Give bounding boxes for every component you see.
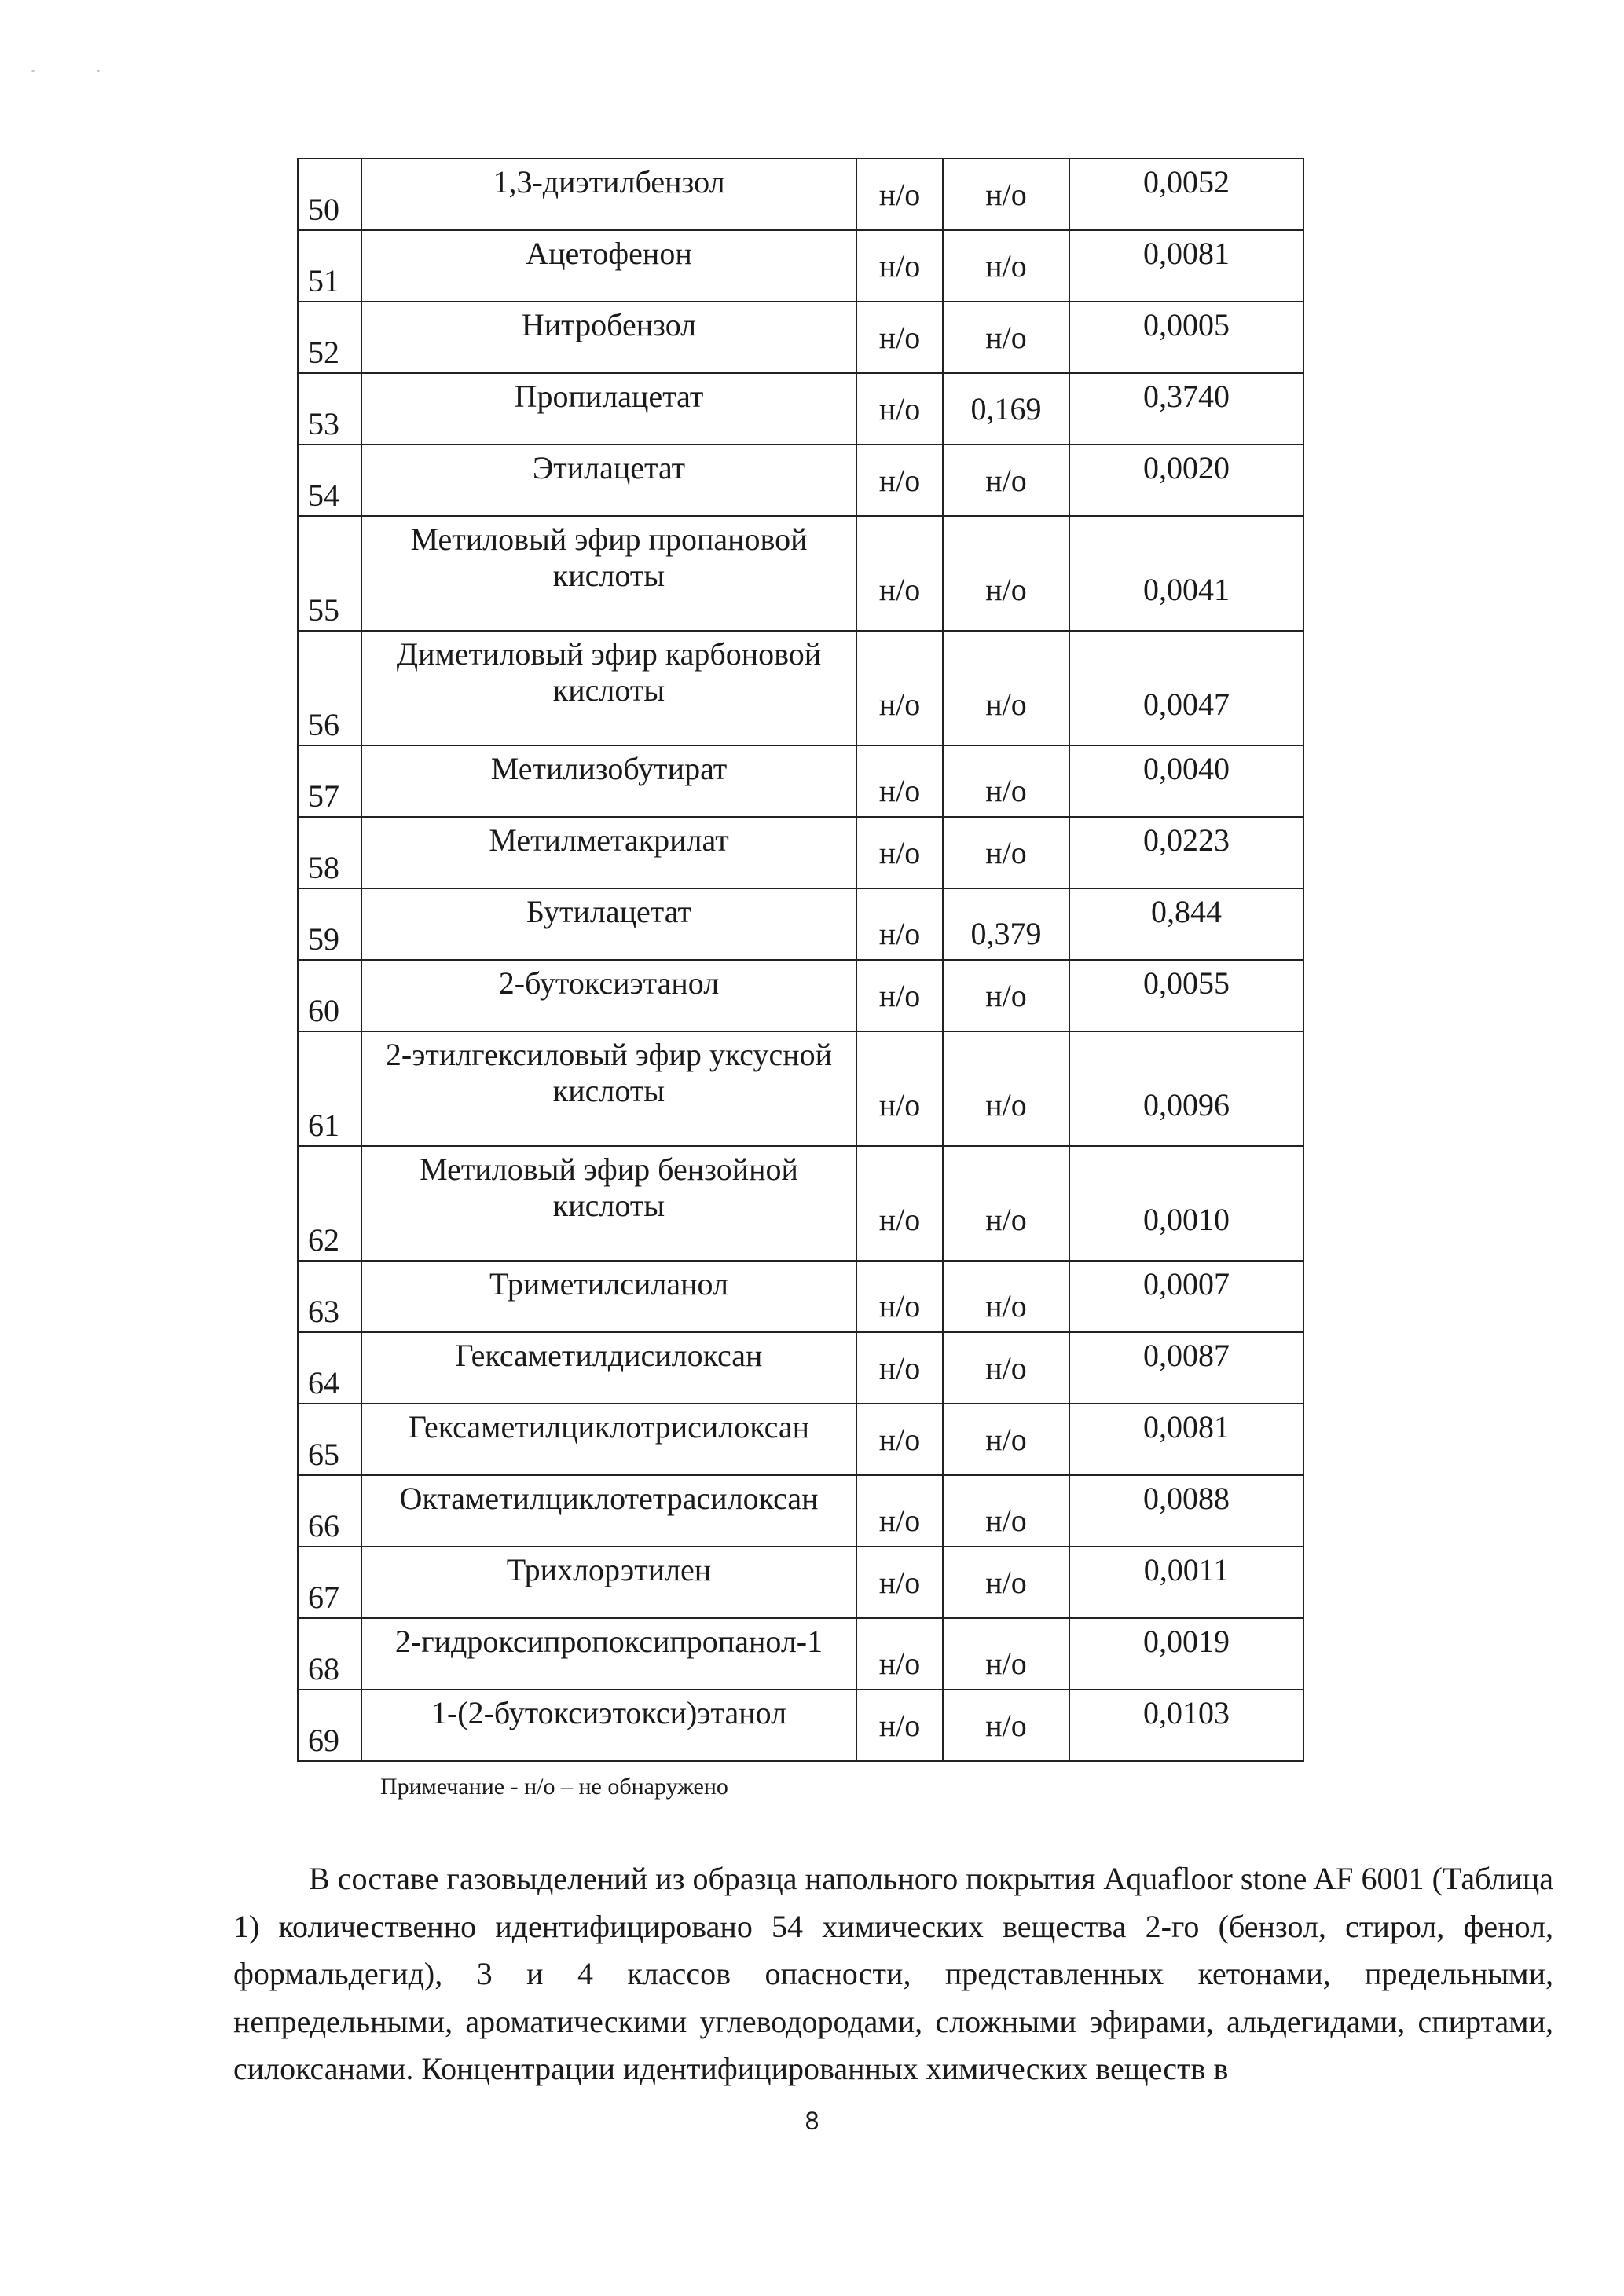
substance-name-cell	[361, 1475, 856, 1547]
row-number: 68	[308, 1651, 339, 1686]
concentration-col-3: 0,0087	[1143, 1338, 1230, 1373]
row-number-cell	[298, 1475, 361, 1547]
table-row	[298, 1031, 1303, 1146]
concentration-col-2: н/о	[985, 572, 1027, 607]
substance-name: Диметиловый эфир карбоновой кислоты	[396, 636, 822, 708]
concentration-col-3-cell	[1069, 159, 1303, 230]
concentration-col-1: н/о	[878, 835, 921, 870]
concentration-col-2: н/о	[985, 1422, 1027, 1457]
concentration-col-1-cell	[856, 159, 943, 230]
substance-name-cell	[361, 302, 856, 373]
concentration-col-2-cell	[943, 1475, 1069, 1547]
concentration-col-2-cell	[943, 960, 1069, 1031]
concentration-col-3: 0,0223	[1143, 822, 1230, 858]
table-row	[298, 1618, 1303, 1690]
concentration-col-1: н/о	[878, 1422, 921, 1457]
row-number: 52	[308, 335, 339, 370]
concentration-col-1: н/о	[878, 1202, 921, 1237]
row-number-cell	[298, 1332, 361, 1404]
concentration-col-3: 0,0081	[1143, 1409, 1230, 1445]
substance-name-cell	[361, 960, 856, 1031]
concentration-col-3-cell	[1069, 745, 1303, 817]
concentration-col-1: н/о	[878, 572, 921, 607]
concentration-col-3-cell	[1069, 1618, 1303, 1690]
concentration-col-3-cell	[1069, 230, 1303, 302]
concentration-col-3: 0,0040	[1143, 751, 1230, 786]
concentration-col-1: н/о	[878, 1503, 921, 1538]
concentration-col-2-cell	[943, 1690, 1069, 1761]
row-number: 51	[308, 263, 339, 298]
concentration-col-1: н/о	[878, 320, 921, 355]
concentration-col-2: н/о	[985, 1565, 1027, 1600]
table-row	[298, 1261, 1303, 1332]
table-row	[298, 302, 1303, 373]
concentration-col-1-cell	[856, 1146, 943, 1261]
concentration-col-2: н/о	[985, 1503, 1027, 1538]
concentration-col-3-cell	[1069, 1404, 1303, 1475]
row-number-cell	[298, 445, 361, 516]
concentration-col-2-cell	[943, 1618, 1069, 1690]
table-row	[298, 631, 1303, 745]
row-number: 57	[308, 778, 339, 814]
row-number-cell	[298, 1031, 361, 1146]
table-row	[298, 960, 1303, 1031]
substance-name: Бутилацетат	[526, 894, 691, 929]
concentration-col-2: н/о	[985, 978, 1027, 1013]
row-number: 64	[308, 1365, 339, 1401]
concentration-col-2: 0,379	[970, 916, 1042, 951]
table-row	[298, 373, 1303, 445]
concentration-col-1-cell	[856, 373, 943, 445]
substance-name-cell	[361, 817, 856, 888]
concentration-col-1-cell	[856, 631, 943, 745]
concentration-col-2-cell	[943, 445, 1069, 516]
concentration-col-2: н/о	[985, 1708, 1027, 1743]
row-number-cell	[298, 516, 361, 631]
concentration-col-1-cell	[856, 1475, 943, 1547]
row-number: 69	[308, 1723, 339, 1758]
concentration-col-2: 0,169	[970, 391, 1042, 427]
table-row	[298, 1547, 1303, 1618]
concentration-col-2-cell	[943, 373, 1069, 445]
concentration-col-2: н/о	[985, 1646, 1027, 1681]
row-number-cell	[298, 1404, 361, 1475]
row-number: 56	[308, 707, 339, 742]
row-number-cell	[298, 817, 361, 888]
concentration-col-1: н/о	[878, 391, 921, 427]
scan-speck	[97, 70, 100, 72]
row-number: 60	[308, 993, 339, 1028]
substance-name-cell	[361, 631, 856, 745]
concentration-col-3-cell	[1069, 1475, 1303, 1547]
row-number-cell	[298, 1547, 361, 1618]
concentration-col-2-cell	[943, 817, 1069, 888]
row-number-cell	[298, 1261, 361, 1332]
concentration-col-1: н/о	[878, 1350, 921, 1386]
concentration-col-1: н/о	[878, 1708, 921, 1743]
concentration-col-2: н/о	[985, 177, 1027, 212]
concentration-col-3: 0,0041	[1143, 572, 1230, 607]
concentration-col-3: 0,844	[1151, 894, 1222, 929]
row-number-cell	[298, 1146, 361, 1261]
concentration-col-3-cell	[1069, 1547, 1303, 1618]
table-note: Примечание - н/о – не обнаружено	[380, 1774, 728, 1800]
concentration-col-3-cell	[1069, 631, 1303, 745]
concentration-col-2-cell	[943, 745, 1069, 817]
table-row	[298, 1332, 1303, 1404]
concentration-col-1-cell	[856, 1690, 943, 1761]
concentration-col-3-cell	[1069, 960, 1303, 1031]
concentration-col-3-cell	[1069, 516, 1303, 631]
substance-name-cell	[361, 1404, 856, 1475]
concentration-col-3: 0,0096	[1143, 1087, 1230, 1122]
substance-name: 1,3-диэтилбензол	[493, 164, 725, 200]
substance-name-cell	[361, 1332, 856, 1404]
row-number: 61	[308, 1108, 339, 1143]
substance-name: 1-(2-бутоксиэтокси)этанол	[431, 1695, 787, 1730]
concentration-col-1: н/о	[878, 1288, 921, 1324]
concentration-col-3: 0,0047	[1143, 687, 1230, 722]
row-number-cell	[298, 1690, 361, 1761]
concentration-col-3: 0,0088	[1143, 1481, 1230, 1516]
substance-name-cell	[361, 1031, 856, 1146]
row-number-cell	[298, 159, 361, 230]
substance-name: Триметилсиланол	[489, 1266, 728, 1302]
row-number-cell	[298, 373, 361, 445]
concentration-col-3: 0,0010	[1143, 1202, 1230, 1237]
substance-name-cell	[361, 445, 856, 516]
concentration-col-3-cell	[1069, 1332, 1303, 1404]
concentration-col-1-cell	[856, 745, 943, 817]
concentration-col-2-cell	[943, 516, 1069, 631]
concentration-col-2: н/о	[985, 773, 1027, 808]
substance-name: Метиловый эфир бензойной кислоты	[420, 1152, 798, 1223]
concentration-col-2: н/о	[985, 320, 1027, 355]
concentration-col-2-cell	[943, 1404, 1069, 1475]
concentration-col-2: н/о	[985, 835, 1027, 870]
concentration-col-2: н/о	[985, 1288, 1027, 1324]
concentration-col-2-cell	[943, 1547, 1069, 1618]
concentration-col-2-cell	[943, 888, 1069, 960]
concentration-col-1: н/о	[878, 463, 921, 498]
concentration-col-2-cell	[943, 1146, 1069, 1261]
substance-name-cell	[361, 1618, 856, 1690]
concentration-col-2-cell	[943, 1031, 1069, 1146]
substance-name: Этилацетат	[532, 450, 686, 485]
substance-name-cell	[361, 373, 856, 445]
row-number: 58	[308, 850, 339, 885]
row-number-cell	[298, 302, 361, 373]
concentration-col-2-cell	[943, 1332, 1069, 1404]
concentration-col-2: н/о	[985, 463, 1027, 498]
concentration-col-1-cell	[856, 1618, 943, 1690]
table-row	[298, 745, 1303, 817]
concentration-col-3-cell	[1069, 302, 1303, 373]
concentration-col-3-cell	[1069, 373, 1303, 445]
concentration-col-1: н/о	[878, 978, 921, 1013]
concentration-col-3-cell	[1069, 1690, 1303, 1761]
concentration-col-1: н/о	[878, 1565, 921, 1600]
substance-name-cell	[361, 516, 856, 631]
concentration-col-1: н/о	[878, 687, 921, 722]
concentration-col-1: н/о	[878, 773, 921, 808]
concentration-col-3-cell	[1069, 1261, 1303, 1332]
row-number: 65	[308, 1437, 339, 1472]
concentration-col-3-cell	[1069, 817, 1303, 888]
row-number: 63	[308, 1294, 339, 1329]
concentration-col-3-cell	[1069, 1146, 1303, 1261]
row-number-cell	[298, 631, 361, 745]
row-number-cell	[298, 745, 361, 817]
substance-name: Октаметилциклотетрасилоксан	[399, 1481, 819, 1516]
table-row	[298, 1475, 1303, 1547]
concentration-col-1-cell	[856, 302, 943, 373]
table-row	[298, 445, 1303, 516]
concentration-col-1: н/о	[878, 248, 921, 284]
substance-name-cell	[361, 1547, 856, 1618]
concentration-col-3-cell	[1069, 888, 1303, 960]
concentration-col-1: н/о	[878, 177, 921, 212]
substance-name-cell	[361, 159, 856, 230]
concentration-col-3: 0,3740	[1143, 379, 1230, 414]
concentration-col-2: н/о	[985, 687, 1027, 722]
row-number: 55	[308, 592, 339, 628]
concentration-col-2: н/о	[985, 248, 1027, 284]
concentration-col-1-cell	[856, 1261, 943, 1332]
concentration-col-2-cell	[943, 159, 1069, 230]
table-row	[298, 230, 1303, 302]
concentration-col-3: 0,0005	[1143, 307, 1230, 342]
concentration-col-2-cell	[943, 230, 1069, 302]
row-number-cell	[298, 1618, 361, 1690]
concentration-col-1-cell	[856, 1332, 943, 1404]
concentration-col-3-cell	[1069, 1031, 1303, 1146]
concentration-col-1-cell	[856, 230, 943, 302]
concentration-col-1-cell	[856, 516, 943, 631]
substance-name: Нитробензол	[521, 307, 697, 342]
substance-name-cell	[361, 888, 856, 960]
concentration-col-2: н/о	[985, 1087, 1027, 1122]
concentration-col-3: 0,0103	[1143, 1695, 1230, 1730]
concentration-col-1-cell	[856, 445, 943, 516]
substance-name: 2-этилгексиловый эфир уксусной кислоты	[385, 1037, 833, 1108]
substance-name: Ацетофенон	[526, 236, 692, 271]
substances-table	[297, 158, 1304, 1762]
substance-name: Пропилацетат	[514, 379, 704, 414]
concentration-col-2-cell	[943, 631, 1069, 745]
row-number: 59	[308, 921, 339, 957]
row-number-cell	[298, 960, 361, 1031]
table-row	[298, 888, 1303, 960]
row-number: 53	[308, 406, 339, 441]
substance-name: Гексаметилдисилоксан	[455, 1338, 763, 1373]
body-paragraph: В составе газовыделений из образца напольного покрытия Aquafloor stone AF 6001 (Таблица 1) количественно идентифицировано 54 химических вещества 2-го (бензол, стирол, фенол, формальдегид), 3 и 4 классов опасности, представленных кетонами, предельными, непредельными, ароматическими углеводородами, сложными эфирами, альдегидами, спиртами, силоксанами. Концентрации идентифицированных химических веществ в	[233, 1861, 1553, 2086]
table-row	[298, 1690, 1303, 1761]
substance-name-cell	[361, 230, 856, 302]
concentration-col-3-cell	[1069, 445, 1303, 516]
row-number: 67	[308, 1580, 339, 1615]
substance-name-cell	[361, 745, 856, 817]
concentration-col-2-cell	[943, 1261, 1069, 1332]
concentration-col-1-cell	[856, 1547, 943, 1618]
concentration-col-3: 0,0055	[1143, 965, 1230, 1001]
substance-name: 2-гидроксипропоксипропанол-1	[394, 1624, 823, 1659]
scan-speck	[31, 70, 35, 72]
substance-name: Трихлорэтилен	[506, 1552, 712, 1587]
concentration-col-1: н/о	[878, 1087, 921, 1122]
concentration-col-1: н/о	[878, 1646, 921, 1681]
row-number: 50	[308, 192, 339, 227]
row-number: 62	[308, 1222, 339, 1258]
row-number: 66	[308, 1508, 339, 1543]
concentration-col-3: 0,0011	[1143, 1552, 1230, 1587]
substance-name: Метилметакрилат	[489, 822, 729, 858]
row-number-cell	[298, 230, 361, 302]
table-row	[298, 159, 1303, 230]
table-row	[298, 516, 1303, 631]
concentration-col-3: 0,0007	[1143, 1266, 1230, 1302]
table-row	[298, 1146, 1303, 1261]
concentration-col-1-cell	[856, 888, 943, 960]
row-number-cell	[298, 888, 361, 960]
substance-name: 2-бутоксиэтанол	[498, 965, 720, 1001]
row-number: 54	[308, 478, 339, 513]
concentration-col-1-cell	[856, 1031, 943, 1146]
concentration-col-2-cell	[943, 302, 1069, 373]
page-number: 8	[805, 2107, 819, 2135]
concentration-col-3: 0,0081	[1143, 236, 1230, 271]
table-row	[298, 817, 1303, 888]
concentration-col-3: 0,0019	[1143, 1624, 1230, 1659]
substance-name-cell	[361, 1146, 856, 1261]
concentration-col-3: 0,0052	[1143, 164, 1230, 200]
table-row	[298, 1404, 1303, 1475]
substance-name: Гексаметилциклотрисилоксан	[408, 1409, 810, 1445]
substance-name: Метиловый эфир пропановой кислоты	[410, 522, 808, 593]
substance-name-cell	[361, 1261, 856, 1332]
concentration-col-3: 0,0020	[1143, 450, 1230, 485]
concentration-col-1-cell	[856, 960, 943, 1031]
concentration-col-1: н/о	[878, 916, 921, 951]
concentration-col-2: н/о	[985, 1202, 1027, 1237]
substance-name: Метилизобутират	[490, 751, 728, 786]
concentration-col-1-cell	[856, 817, 943, 888]
concentration-col-1-cell	[856, 1404, 943, 1475]
substances-table-body	[298, 159, 1303, 1761]
substance-name-cell	[361, 1690, 856, 1761]
concentration-col-2: н/о	[985, 1350, 1027, 1386]
